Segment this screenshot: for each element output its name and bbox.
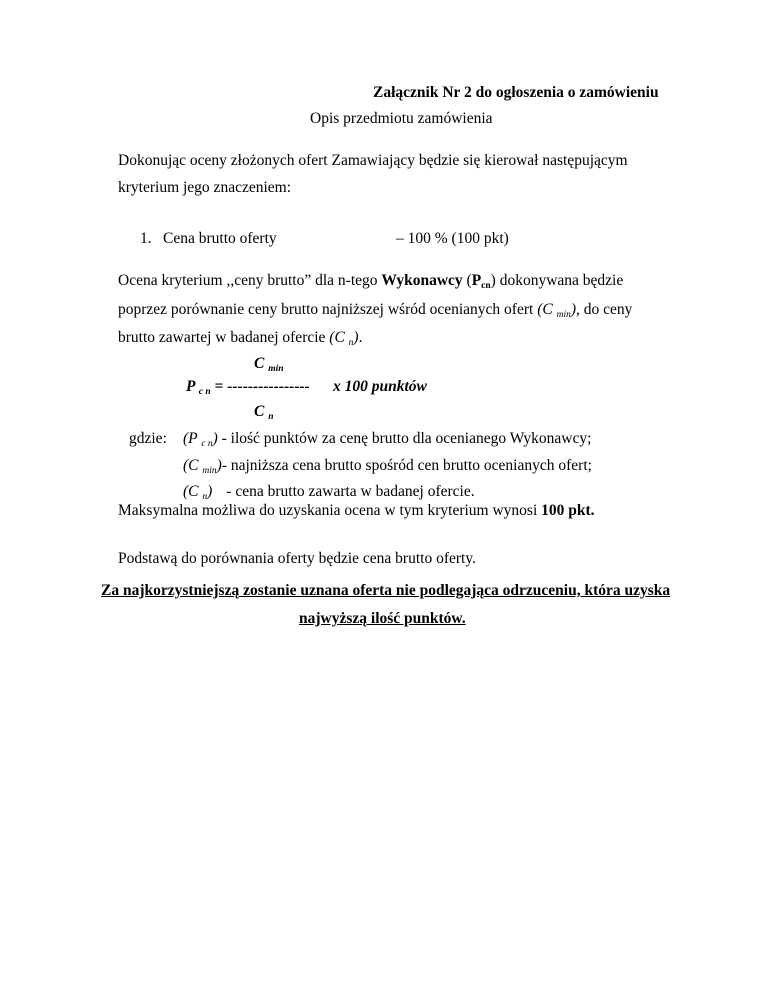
- document-subtitle: Opis przedmiotu zamówienia: [310, 110, 493, 127]
- max-score-line: [118, 503, 595, 519]
- evaluation-text: do ceny: [579, 301, 633, 318]
- evaluation-text: Ocena kryterium ,,ceny brutto” dla n-tego: [118, 272, 382, 289]
- cmin-symbol: (C min): [183, 457, 222, 476]
- intro-line-2: kryterium jego znaczeniem:: [118, 179, 292, 196]
- evaluation-line-3: [118, 330, 362, 346]
- intro-line-1: Dokonując oceny złożonych ofert Zamawiający będzie się kierował następującym: [118, 152, 628, 169]
- evaluation-text: (: [462, 272, 472, 289]
- legend-desc: - najniższa cena brutto spośród cen brutto ocenianych ofert;: [221, 457, 592, 474]
- evaluation-line-1: [118, 273, 623, 289]
- evaluation-text: poprzez porównanie ceny brutto najniższej wśród ocenianych ofert: [118, 301, 538, 318]
- formula-denominator: C n: [254, 403, 274, 422]
- cmin-symbol: (C min),: [537, 301, 580, 320]
- formula-lhs: P c n = ----------------: [186, 378, 310, 397]
- criterion-label: Cena brutto oferty: [163, 230, 277, 247]
- formula-multiplier: x 100 punktów: [333, 378, 427, 395]
- max-score-text: Maksymalna możliwa do uzyskania ocena w tym kryterium wynosi: [118, 502, 542, 519]
- legend-desc: - cena brutto zawarta w badanej ofercie.: [226, 483, 475, 500]
- evaluation-text: brutto zawartej w badanej ofercie: [118, 329, 330, 346]
- cn-symbol: (C n): [329, 329, 359, 348]
- conclusion-line-1: Za najkorzystniejszą zostanie uznana oferta nie podlegająca odrzuceniu, która uzyska: [101, 582, 671, 599]
- max-score-value: 100 pkt.: [541, 502, 595, 519]
- legend-row-pcn: [183, 431, 591, 447]
- formula-fraction-bar: = ----------------: [214, 378, 310, 395]
- legend-desc: - ilość punktów za cenę brutto dla ocenianego Wykonawcy;: [217, 430, 592, 447]
- legend-row-cmin: [183, 458, 592, 474]
- evaluation-text: .: [358, 329, 363, 346]
- cn-symbol: (C n): [183, 483, 213, 502]
- conclusion-line-2: najwyższą ilość punktów.: [299, 610, 466, 627]
- legend-row-cn: [183, 484, 475, 500]
- formula-numerator: C min: [254, 355, 284, 374]
- legend-label: gdzie:: [129, 430, 167, 447]
- evaluation-text: ) dokonywana będzie: [490, 272, 624, 289]
- criterion-weight: – 100 % (100 pkt): [396, 230, 509, 247]
- evaluation-line-2: [118, 302, 632, 318]
- comparison-basis: Podstawą do porównania oferty będzie cena brutto oferty.: [118, 550, 476, 567]
- contractor-term: Wykonawcy: [381, 272, 463, 289]
- attachment-title: Załącznik Nr 2 do ogłoszenia o zamówieniu: [373, 84, 659, 101]
- pcn-symbol: (P c n): [183, 430, 218, 449]
- score-symbol: Pcn: [471, 272, 491, 291]
- criterion-number: 1.: [140, 230, 152, 247]
